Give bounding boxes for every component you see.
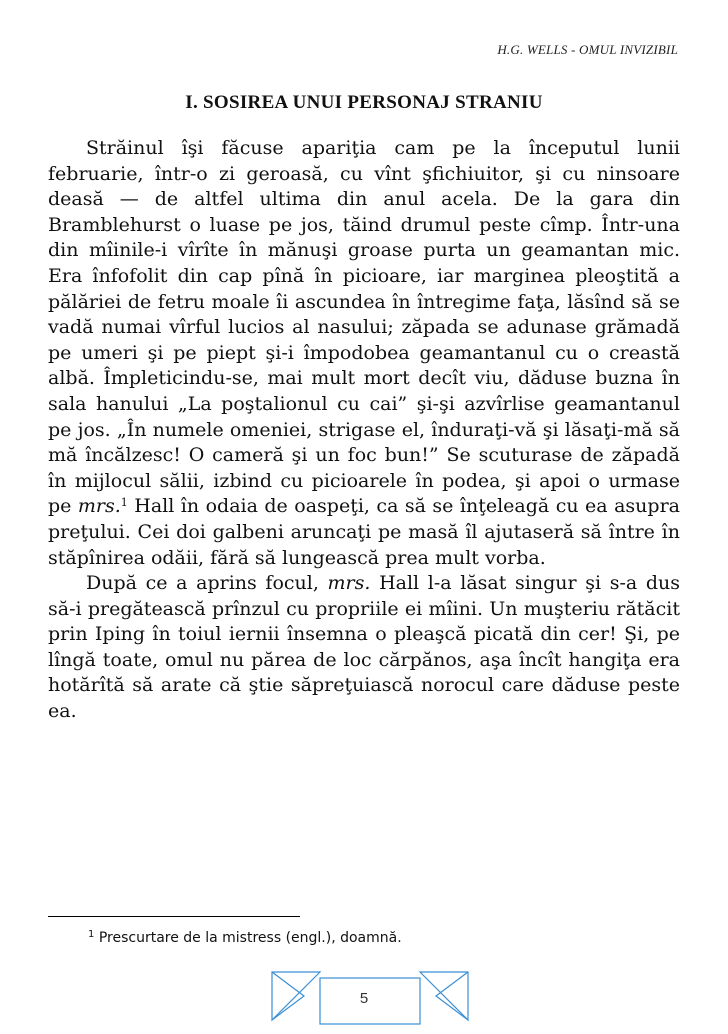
right-ribbon-fold xyxy=(436,972,468,1020)
page-number: 5 xyxy=(359,990,369,1007)
footnote xyxy=(88,930,402,946)
chapter-title: I. SOSIREA UNUI PERSONAJ STRANIU xyxy=(185,92,543,113)
mrs-abbrev: mrs. xyxy=(77,495,121,518)
left-ribbon-fold xyxy=(272,972,304,1020)
paragraph-1-text-a: Străinul îşi făcuse apariţia cam pe la începutul lunii februarie, într-o zi geroasă, cu vînt şfichiuitor, şi cu ninsoare deasă — de altfel ultima din anul acela. De la gara din Bramblehurst o luase pe jos, tăind drumul peste cîmp. Într-una din mîinile-i vîrîte în mănuşi groase purta un geamantan mic. Era înfofolit din cap pînă în picioare, iar marginea pleoştită a pălăriei de fetru moale îi ascundea în întregime faţa, lăsînd să se vadă numai vîrful lucios al nasului; zăpada se adunase grămadă pe umeri şi pe piept şi-i împodobea geamantanul cu o creastă albă. Împleticindu-se, mai mult mort decît viu, dăduse buzna în sala hanului „La poştalionul cu cai” şi-şi azvîrlise geamantanul pe jos. „În numele omeniei, strigase el, înduraţi-vă şi lăsaţi-mă să mă încălzesc! O cameră şi un foc bun!” Se scuturase de zăpadă în mijlocul sălii, izbind cu picioarele în podea, şi apoi o urmase pe xyxy=(48,137,680,518)
paragraph-1 xyxy=(48,136,680,571)
left-ribbon xyxy=(272,972,320,1020)
footnote-reference[interactable]: 1 xyxy=(120,496,128,510)
right-ribbon xyxy=(420,972,468,1020)
footnote-separator xyxy=(48,916,300,917)
paragraph-2-text-a: După ce a aprins focul, xyxy=(86,572,328,595)
footnote-marker: 1 xyxy=(88,929,95,940)
paragraph-1-text-b: Hall în odaia de oaspeţi, ca să se înţeleagă cu ea asupra preţului. Cei doi galbeni aruncaţi pe masă îl ajutaseră să între în stăpînirea odăii, fără să lungească prea mult vorba. xyxy=(48,495,680,569)
running-header: H.G. WELLS - OMUL INVIZIBIL xyxy=(497,42,678,57)
footnote-text: Prescurtare de la mistress (engl.), doamnă. xyxy=(94,930,402,946)
body-text xyxy=(48,136,680,725)
mrs-abbrev: mrs. xyxy=(327,572,371,595)
paragraph-2 xyxy=(48,571,680,725)
paragraph-2-text-b: Hall l-a lăsat singur şi s-a dus să-i pregătească prînzul cu propriile ei mîini. Un muşteriu rătăcit prin Iping în toiul iernii însemna o pleaşcă picată din cer! Şi, pe lîngă toate, omul nu părea de loc cărpănos, aşa încît hangiţa era hotărîtă să arate că ştie săpreţuiască norocul care dăduse peste ea. xyxy=(48,572,680,723)
